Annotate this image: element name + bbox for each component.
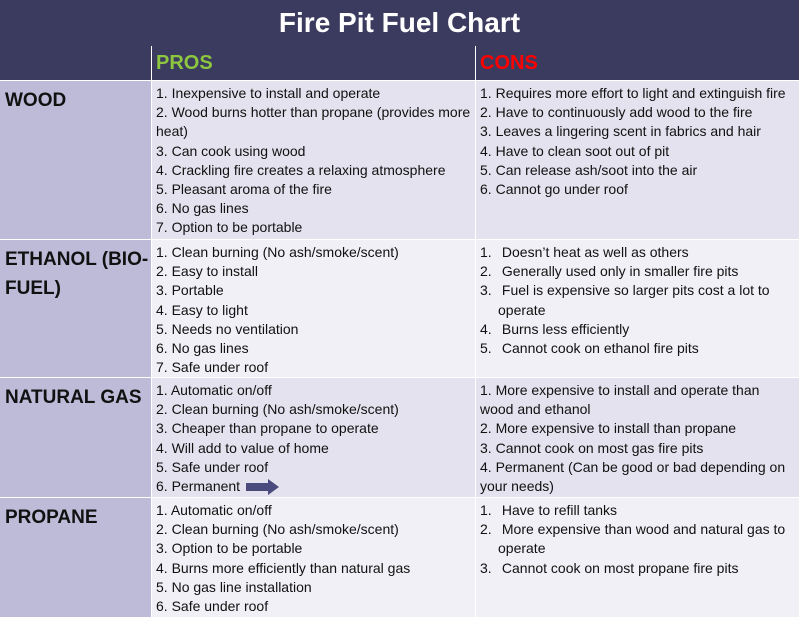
item-text: Can release ash/soot into the air: [495, 161, 698, 178]
list-item: [480, 381, 795, 419]
item-text: Easy to light: [171, 301, 248, 318]
item-number: 2.: [480, 521, 492, 538]
item-number: 1.: [156, 85, 168, 101]
item-text: Generally used only in smaller fire pits: [501, 263, 739, 280]
item-text: Requires more effort to light and extinguish fire: [495, 85, 786, 101]
item-number: 3.: [156, 142, 168, 159]
item-number: 7.: [156, 219, 168, 236]
list-item: [156, 218, 471, 237]
item-text: Crackling fire creates a relaxing atmosphere: [171, 161, 446, 178]
item-text: Have to clean soot out of pit: [495, 142, 670, 159]
list-item: [480, 103, 795, 122]
item-text: Have to continuously add wood to the fire: [495, 104, 753, 121]
cons-header: CONS: [475, 46, 799, 80]
item-number: 4.: [480, 142, 492, 159]
pros-cell: [151, 80, 475, 239]
item-text: Cheaper than propane to operate: [171, 420, 379, 437]
right-arrow-icon: [246, 479, 280, 495]
pros-header: PROS: [151, 46, 474, 80]
item-text: Will add to value of home: [171, 439, 329, 456]
item-text: Cannot cook on most gas fire pits: [495, 439, 704, 456]
list-item: [156, 320, 471, 339]
item-text: Needs no ventilation: [171, 320, 299, 337]
list-item: [156, 339, 471, 358]
item-number: 1.: [156, 502, 168, 518]
item-text: Cannot cook on ethanol fire pits: [501, 340, 699, 357]
item-number: 6.: [156, 478, 168, 495]
list-item: [156, 458, 471, 477]
item-text: Option to be portable: [171, 219, 303, 236]
item-number: 5.: [480, 161, 492, 178]
list-item: [480, 262, 795, 281]
item-text: Permanent: [171, 478, 241, 495]
list-item: [480, 419, 795, 438]
item-number: 2.: [156, 401, 168, 418]
item-number: 3.: [156, 282, 168, 299]
item-number: 6.: [156, 200, 168, 217]
list-item: [480, 142, 795, 161]
item-number: 1.: [480, 382, 492, 398]
row-wood: [0, 80, 799, 239]
list-item: [480, 439, 795, 458]
list-item: [480, 520, 795, 558]
item-number: 2.: [156, 263, 168, 280]
item-text: Cannot go under roof: [495, 181, 628, 198]
item-number: 3.: [480, 123, 492, 140]
item-text: No gas lines: [171, 340, 249, 357]
cons-cell: [475, 80, 799, 239]
item-number: 2.: [156, 104, 168, 121]
list-item: [480, 180, 795, 199]
list-item: [156, 262, 471, 281]
item-number: 3.: [480, 559, 492, 576]
header-blank-cell: [0, 46, 150, 80]
list-item: [156, 520, 471, 539]
list-item: [156, 142, 471, 161]
list-item: [156, 161, 471, 180]
list-item: [156, 578, 471, 597]
item-number: 3.: [480, 282, 492, 299]
list-item: [156, 539, 471, 558]
list-item: [156, 419, 471, 438]
list-item: [156, 199, 471, 218]
item-text: Safe under roof: [171, 598, 269, 615]
item-number: 4.: [156, 439, 168, 456]
fuel-name: NATURAL GAS: [0, 377, 151, 497]
item-number: 1.: [156, 382, 168, 398]
list-item: [156, 301, 471, 320]
item-number: 5.: [156, 458, 168, 475]
item-number: 6.: [156, 598, 168, 615]
item-number: 5.: [156, 181, 168, 198]
item-number: 6.: [480, 181, 492, 198]
row-natural-gas: [0, 377, 799, 497]
pros-cell: [151, 497, 475, 617]
list-item: [480, 122, 795, 141]
list-item: [480, 458, 795, 496]
item-number: 4.: [156, 559, 168, 576]
list-item: [480, 339, 795, 358]
item-number: 1.: [480, 502, 492, 518]
list-item: [480, 320, 795, 339]
list-item: [156, 501, 471, 520]
item-text: Safe under roof: [171, 359, 269, 376]
item-text: Burns more efficiently than natural gas: [171, 559, 411, 576]
fuel-name: PROPANE: [0, 497, 151, 617]
list-item: [156, 358, 471, 377]
item-text: Automatic on/off: [170, 502, 272, 518]
item-number: 5.: [156, 320, 168, 337]
list-item: [156, 477, 471, 496]
item-text: Pleasant aroma of the fire: [171, 181, 332, 198]
item-text: Safe under roof: [171, 458, 269, 475]
item-text: No gas lines: [171, 200, 249, 217]
item-number: 1.: [480, 85, 492, 101]
item-text: Clean burning (No ash/smoke/scent): [171, 401, 399, 418]
item-number: 3.: [480, 439, 492, 456]
item-text: More expensive than wood and natural gas to operate: [498, 521, 786, 557]
column-header-row: [0, 46, 799, 80]
item-number: 1.: [156, 244, 168, 260]
item-number: 1.: [480, 244, 492, 260]
item-text: Cannot cook on most propane fire pits: [501, 559, 739, 576]
list-item: [156, 400, 471, 419]
cons-cell: [475, 377, 799, 497]
item-text: Leaves a lingering scent in fabrics and hair: [495, 123, 761, 140]
chart-title: Fire Pit Fuel Chart: [0, 0, 799, 46]
fuel-name: ETHANOL (BIO-FUEL): [0, 239, 151, 377]
fuel-name: WOOD: [0, 80, 151, 239]
list-item: [156, 84, 471, 103]
item-number: 6.: [156, 340, 168, 357]
item-text: Wood burns hotter than propane (provides more heat): [156, 104, 471, 140]
item-text: Clean burning (No ash/smoke/scent): [171, 244, 399, 260]
item-text: No gas line installation: [171, 578, 312, 595]
item-text: Easy to install: [171, 263, 258, 280]
item-text: Clean burning (No ash/smoke/scent): [171, 521, 399, 538]
item-number: 4.: [480, 320, 492, 337]
item-text: Permanent (Can be good or bad depending on your needs): [480, 458, 786, 495]
item-text: Inexpensive to install and operate: [171, 85, 381, 101]
list-item: [480, 161, 795, 180]
list-item: [156, 180, 471, 199]
list-item: [480, 84, 795, 103]
list-item: [156, 559, 471, 578]
item-text: Can cook using wood: [171, 142, 306, 159]
item-number: 3.: [156, 420, 168, 437]
item-number: 2.: [156, 521, 168, 538]
item-number: 5.: [156, 578, 168, 595]
row-propane: [0, 497, 799, 617]
list-item: [480, 281, 795, 319]
item-text: Doesn’t heat as well as others: [501, 244, 689, 260]
list-item: [156, 281, 471, 300]
item-number: 4.: [156, 161, 168, 178]
item-text: Option to be portable: [171, 540, 303, 557]
item-text: More expensive to install and operate than wood and ethanol: [480, 382, 760, 418]
item-text: Burns less efficiently: [501, 320, 630, 337]
item-number: 4.: [156, 301, 168, 318]
list-item: [156, 243, 471, 262]
item-number: 3.: [156, 540, 168, 557]
item-number: 2.: [480, 420, 492, 437]
item-text: Have to refill tanks: [501, 502, 618, 518]
item-text: Automatic on/off: [170, 382, 272, 398]
item-text: More expensive to install than propane: [495, 420, 737, 437]
item-text: Fuel is expensive so larger pits cost a lot to operate: [498, 282, 770, 318]
list-item: [156, 597, 471, 616]
list-item: [480, 559, 795, 578]
list-item: [156, 439, 471, 458]
item-number: 2.: [480, 104, 492, 121]
cons-cell: [475, 497, 799, 617]
pros-cell: [151, 377, 475, 497]
row-ethanol: [0, 239, 799, 377]
list-item: [156, 103, 471, 141]
list-item: [156, 381, 471, 400]
list-item: [480, 243, 795, 262]
item-number: 7.: [156, 359, 168, 376]
list-item: [480, 501, 795, 520]
pros-cell: [151, 239, 475, 377]
item-text: Portable: [171, 282, 224, 299]
item-number: 4.: [480, 458, 492, 475]
item-number: 2.: [480, 263, 492, 280]
cons-cell: [475, 239, 799, 377]
item-number: 5.: [480, 340, 492, 357]
